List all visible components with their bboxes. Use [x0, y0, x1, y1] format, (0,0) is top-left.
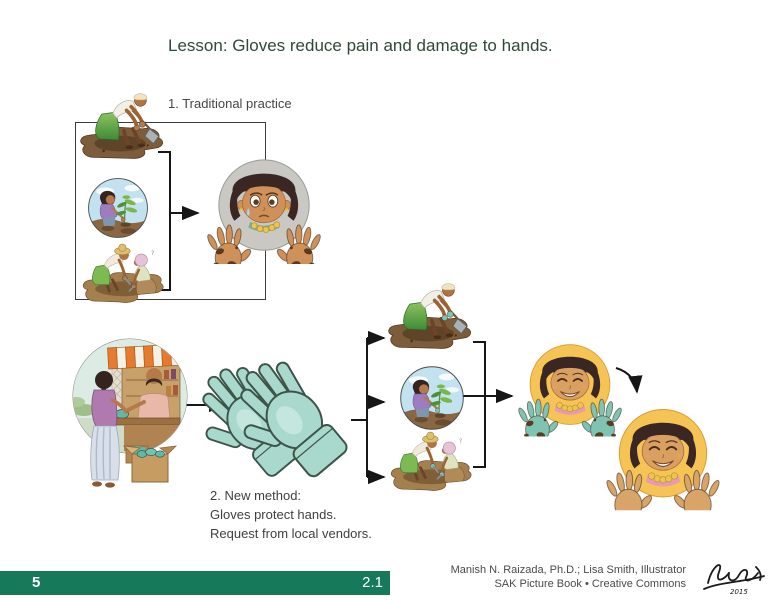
new-method-line-3: Request from local vendors.: [210, 526, 372, 541]
illustrator-signature: [700, 553, 772, 597]
page-title-clip: [168, 37, 553, 55]
weeding-scene-bare-hands: [78, 242, 170, 311]
credit-authors: Manish N. Raizada, Ph.D.; Lisa Smith, Illustrator: [450, 564, 686, 576]
planting-scene-bare-hands: [86, 176, 150, 240]
sad-girl-dirty-hands: [205, 156, 323, 264]
new-method-text: [210, 486, 372, 543]
new-method-line-2: Gloves protect hands.: [210, 507, 337, 522]
digging-scene-gloved: [384, 280, 476, 365]
happy-girl-clean-hands: [606, 400, 720, 514]
new-method-line-1: 2. New method:: [210, 488, 302, 503]
traditional-practice-label: 1. Traditional practice: [168, 96, 292, 111]
gloves-pair: [218, 330, 354, 482]
lesson-number: 2.1: [362, 574, 383, 591]
credit-license: SAK Picture Book • Creative Commons: [494, 578, 686, 590]
footer-bar: [0, 571, 390, 595]
credits: [451, 563, 686, 591]
weeding-scene-gloved: [386, 430, 478, 499]
glove-vendor-scene: [68, 334, 196, 500]
signature-year: 2015: [730, 588, 748, 596]
signature-scribble: [704, 565, 764, 589]
page-title: Lesson: Gloves reduce pain and damage to hands.: [168, 37, 553, 55]
digging-scene-bare-hands: [76, 90, 168, 175]
page-number: 5: [32, 574, 41, 591]
planting-scene-gloved: [398, 364, 466, 432]
